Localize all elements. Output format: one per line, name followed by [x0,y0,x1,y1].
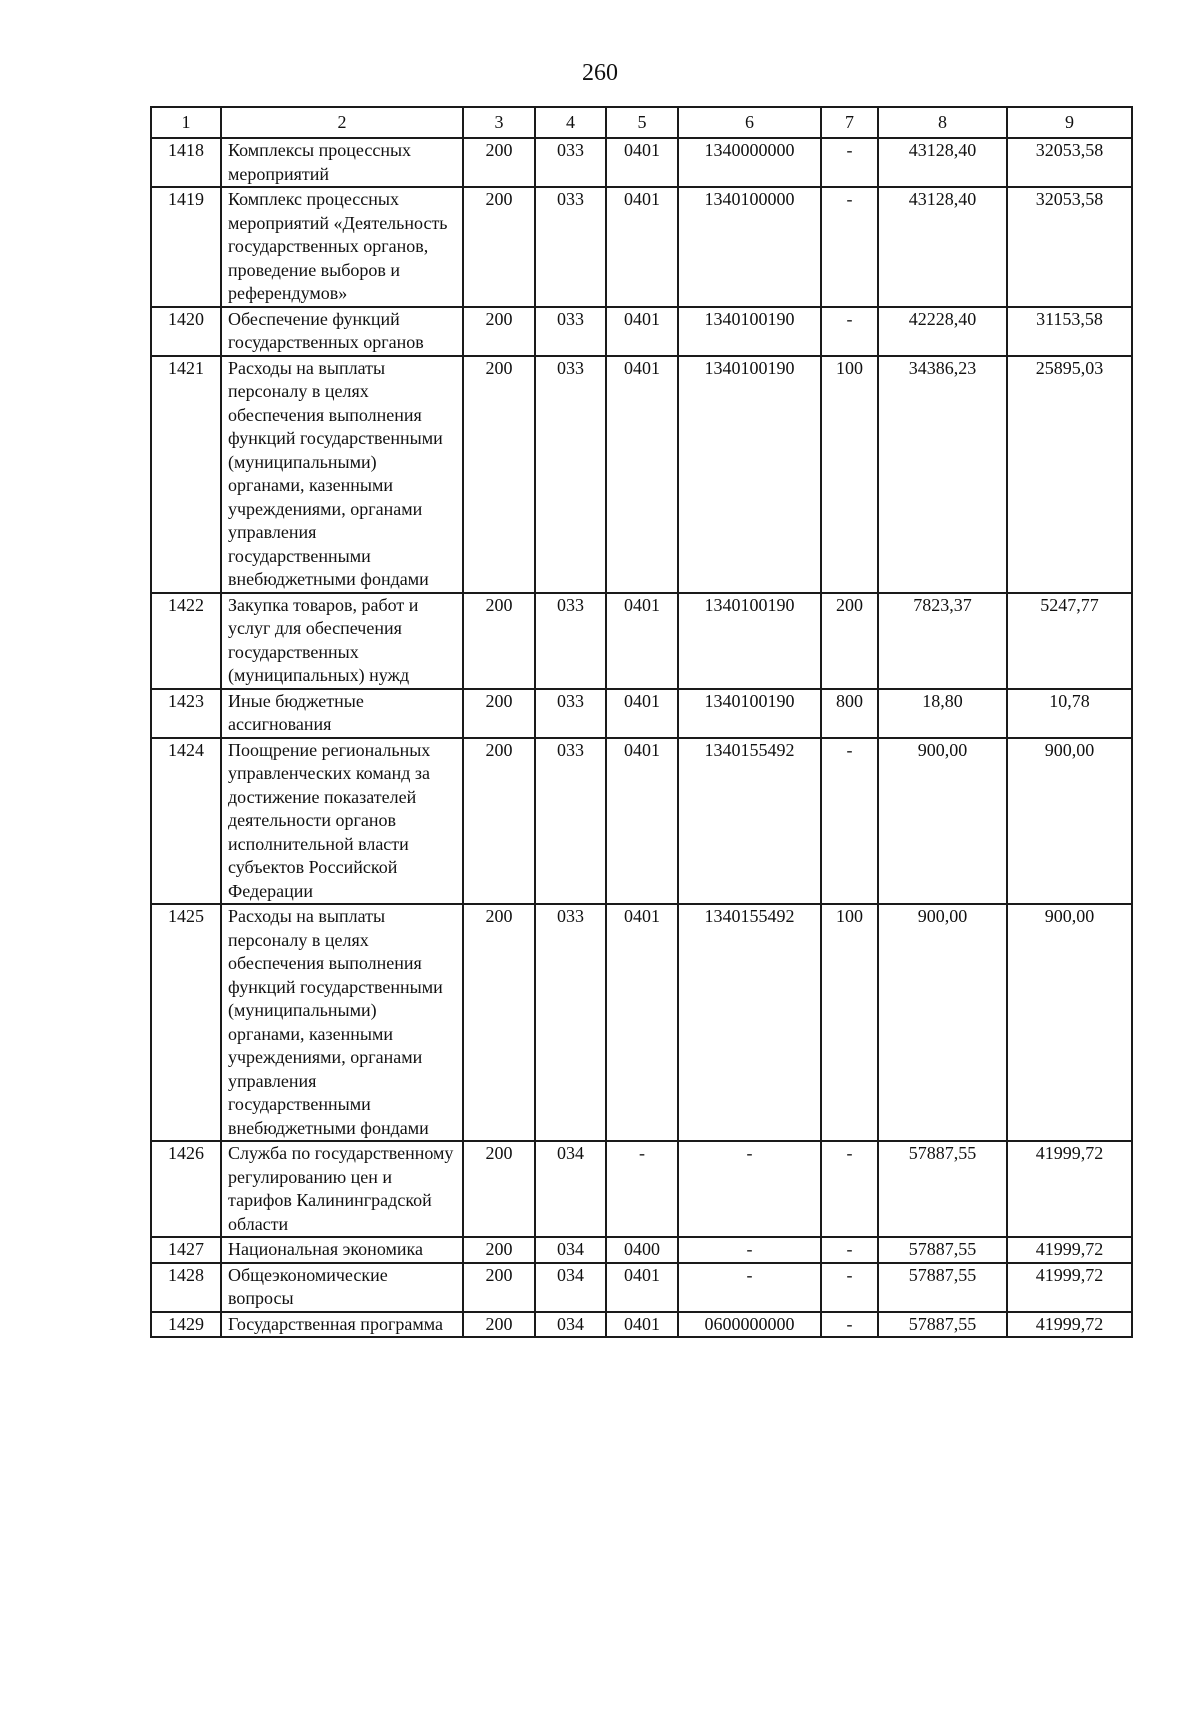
cell-col8: 900,00 [878,738,1007,905]
cell-col3: 200 [463,356,535,593]
table-row [151,689,1132,738]
cell-col8: 7823,37 [878,593,1007,689]
row-name: Иные бюджетные ассигнования [221,689,463,738]
table-row [151,1237,1132,1263]
cell-col4: 033 [535,138,606,187]
budget-table [150,106,1133,1338]
cell-col9: 25895,03 [1007,356,1132,593]
cell-col3: 200 [463,1141,535,1237]
row-number: 1421 [151,356,221,593]
cell-col4: 033 [535,593,606,689]
cell-col6: - [678,1263,821,1312]
cell-col7: - [821,1312,878,1338]
table-row [151,356,1132,593]
row-number: 1429 [151,1312,221,1338]
cell-col4: 033 [535,307,606,356]
cell-col8: 57887,55 [878,1263,1007,1312]
table-row [151,307,1132,356]
cell-col6: - [678,1237,821,1263]
cell-col3: 200 [463,904,535,1141]
column-header: 3 [463,107,535,138]
table-row [151,738,1132,905]
cell-col4: 033 [535,689,606,738]
cell-col9: 41999,72 [1007,1263,1132,1312]
cell-col5: 0401 [606,904,678,1141]
cell-col4: 034 [535,1263,606,1312]
cell-col3: 200 [463,593,535,689]
cell-col9: 41999,72 [1007,1237,1132,1263]
cell-col7: 800 [821,689,878,738]
row-number: 1428 [151,1263,221,1312]
cell-col8: 900,00 [878,904,1007,1141]
cell-col7: - [821,307,878,356]
cell-col4: 034 [535,1237,606,1263]
table-row [151,1141,1132,1237]
cell-col6: 0600000000 [678,1312,821,1338]
cell-col4: 033 [535,738,606,905]
cell-col3: 200 [463,1312,535,1338]
cell-col6: 1340100190 [678,689,821,738]
cell-col7: - [821,1141,878,1237]
cell-col7: 100 [821,356,878,593]
row-number: 1426 [151,1141,221,1237]
cell-col6: 1340100190 [678,307,821,356]
cell-col7: - [821,138,878,187]
cell-col7: - [821,1263,878,1312]
column-header: 5 [606,107,678,138]
cell-col6: 1340100190 [678,593,821,689]
cell-col7: 200 [821,593,878,689]
row-number: 1422 [151,593,221,689]
table-row [151,904,1132,1141]
row-name: Общеэкономические вопросы [221,1263,463,1312]
cell-col7: 100 [821,904,878,1141]
cell-col8: 34386,23 [878,356,1007,593]
cell-col9: 5247,77 [1007,593,1132,689]
row-number: 1418 [151,138,221,187]
cell-col5: 0401 [606,356,678,593]
row-number: 1424 [151,738,221,905]
cell-col6: 1340155492 [678,738,821,905]
cell-col8: 43128,40 [878,138,1007,187]
cell-col5: 0401 [606,138,678,187]
cell-col8: 57887,55 [878,1312,1007,1338]
cell-col8: 57887,55 [878,1237,1007,1263]
cell-col9: 900,00 [1007,904,1132,1141]
cell-col3: 200 [463,187,535,307]
row-number: 1423 [151,689,221,738]
row-name: Служба по государственному регулированию цен и тарифов Калининградской области [221,1141,463,1237]
row-name: Национальная экономика [221,1237,463,1263]
cell-col9: 31153,58 [1007,307,1132,356]
column-header: 1 [151,107,221,138]
column-header: 8 [878,107,1007,138]
column-header: 7 [821,107,878,138]
cell-col4: 033 [535,356,606,593]
row-name: Государственная программа [221,1312,463,1338]
cell-col6: 1340100190 [678,356,821,593]
cell-col7: - [821,1237,878,1263]
cell-col3: 200 [463,307,535,356]
cell-col5: 0401 [606,1263,678,1312]
table-row [151,1312,1132,1338]
column-header: 4 [535,107,606,138]
table-row [151,593,1132,689]
cell-col3: 200 [463,689,535,738]
row-number: 1425 [151,904,221,1141]
cell-col5: 0401 [606,1312,678,1338]
cell-col9: 41999,72 [1007,1312,1132,1338]
cell-col5: 0401 [606,689,678,738]
row-name: Обеспечение функций государственных органов [221,307,463,356]
cell-col5: - [606,1141,678,1237]
cell-col9: 32053,58 [1007,138,1132,187]
header-row [151,107,1132,138]
cell-col4: 034 [535,1312,606,1338]
cell-col6: 1340155492 [678,904,821,1141]
cell-col9: 900,00 [1007,738,1132,905]
row-name: Комплекс процессных мероприятий «Деятельность государственных органов, проведение выборов и референдумов» [221,187,463,307]
cell-col8: 42228,40 [878,307,1007,356]
table-row [151,138,1132,187]
cell-col5: 0401 [606,307,678,356]
cell-col5: 0401 [606,738,678,905]
row-name: Расходы на выплаты персоналу в целях обеспечения выполнения функций государственными (муниципальными) органами, казенными учреждениями, органами управления государственными внебюджетными фондами [221,356,463,593]
cell-col3: 200 [463,1237,535,1263]
cell-col4: 033 [535,187,606,307]
row-name: Расходы на выплаты персоналу в целях обеспечения выполнения функций государственными (муниципальными) органами, казенными учреждениями, органами управления государственными внебюджетными фондами [221,904,463,1141]
cell-col5: 0401 [606,187,678,307]
cell-col6: - [678,1141,821,1237]
cell-col5: 0400 [606,1237,678,1263]
cell-col4: 034 [535,1141,606,1237]
column-header: 2 [221,107,463,138]
cell-col7: - [821,187,878,307]
row-number: 1420 [151,307,221,356]
cell-col9: 41999,72 [1007,1141,1132,1237]
cell-col9: 32053,58 [1007,187,1132,307]
cell-col6: 1340000000 [678,138,821,187]
row-name: Поощрение региональных управленческих команд за достижение показателей деятельности органов исполнительной власти субъектов Российской Федерации [221,738,463,905]
table-row [151,1263,1132,1312]
table-row [151,187,1132,307]
cell-col8: 57887,55 [878,1141,1007,1237]
column-header: 9 [1007,107,1132,138]
cell-col3: 200 [463,1263,535,1312]
page-number: 260 [582,60,618,86]
row-number: 1419 [151,187,221,307]
cell-col8: 18,80 [878,689,1007,738]
row-name: Закупка товаров, работ и услуг для обеспечения государственных (муниципальных) нужд [221,593,463,689]
cell-col8: 43128,40 [878,187,1007,307]
column-header: 6 [678,107,821,138]
row-number: 1427 [151,1237,221,1263]
cell-col6: 1340100000 [678,187,821,307]
cell-col5: 0401 [606,593,678,689]
cell-col3: 200 [463,738,535,905]
cell-col7: - [821,738,878,905]
cell-col3: 200 [463,138,535,187]
cell-col4: 033 [535,904,606,1141]
row-name: Комплексы процессных мероприятий [221,138,463,187]
cell-col9: 10,78 [1007,689,1132,738]
